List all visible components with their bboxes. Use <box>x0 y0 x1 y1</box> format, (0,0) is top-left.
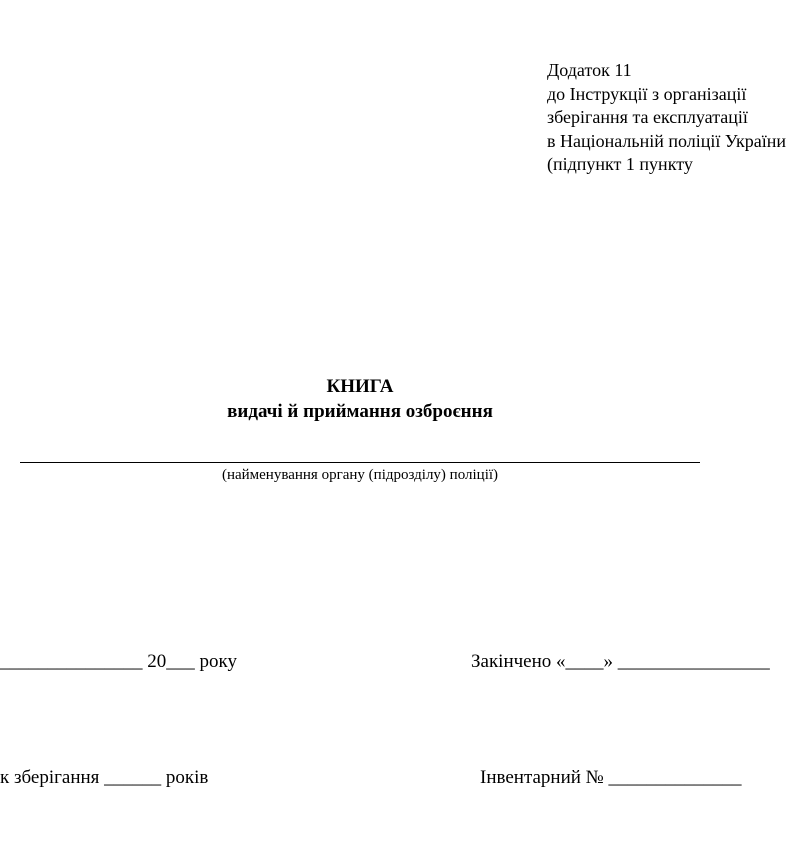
started-date-field: _______________ 20___ року <box>0 651 237 672</box>
appendix-line: в Національній поліції України <box>547 130 786 151</box>
finished-date-field: Закінчено «____» ________________ <box>471 651 770 672</box>
appendix-line: Додаток 11 <box>547 60 632 80</box>
storage-term-field: к зберігання ______ років <box>0 767 209 788</box>
book-subtitle: видачі й приймання озброєння <box>227 401 493 422</box>
appendix-line: (підпункт 1 пункту <box>547 154 693 174</box>
org-name-caption: (найменування органу (підрозділу) поліції) <box>221 467 499 483</box>
appendix-line: до Інструкції з організації <box>547 83 747 104</box>
appendix-block <box>547 59 786 177</box>
inventory-number-field: Інвентарний № ______________ <box>480 767 742 788</box>
appendix-line: зберігання та експлуатації <box>547 107 748 127</box>
book-title: КНИГА <box>326 376 394 397</box>
org-name-line <box>20 462 700 463</box>
